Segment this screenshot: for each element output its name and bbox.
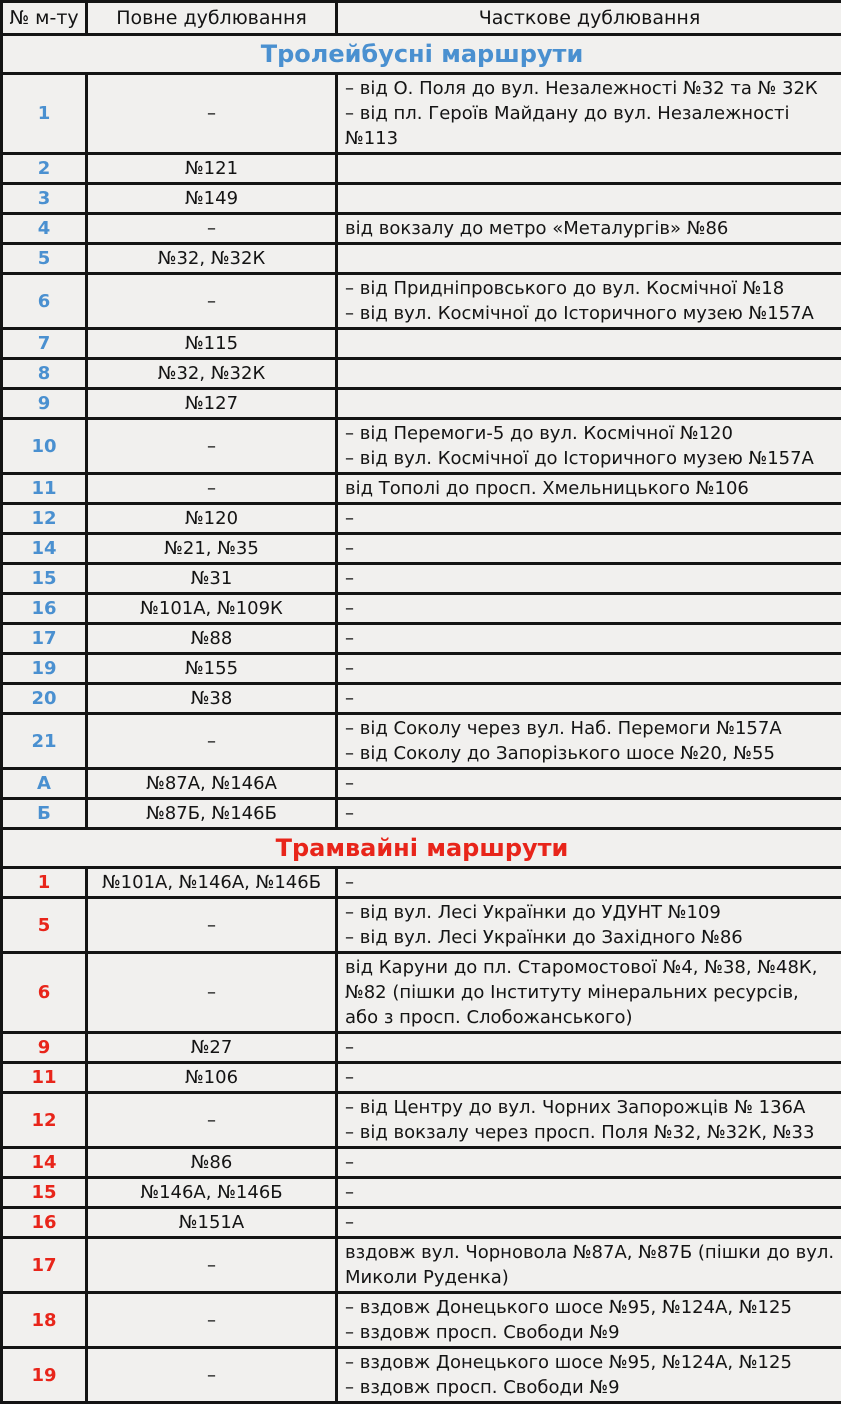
partial-duplication-cell — [337, 474, 841, 504]
partial-duplication-cell — [337, 1293, 841, 1348]
full-duplication-cell: – — [87, 474, 337, 504]
route-number: 10 — [2, 419, 87, 474]
col-header-route-number: № м-ту — [2, 2, 87, 35]
partial-line: вздовж вул. Чорновола №87А, №87Б (пішки до вул. Миколи Руденка) — [345, 1240, 837, 1290]
table-row — [2, 474, 841, 504]
route-number: 12 — [2, 1093, 87, 1148]
route-number: 3 — [2, 184, 87, 214]
table-row — [2, 389, 841, 419]
table-row — [2, 184, 841, 214]
partial-line: – від Соколу через вул. Наб. Перемоги №157А — [345, 716, 837, 741]
full-duplication-cell: – — [87, 419, 337, 474]
partial-duplication-cell — [337, 389, 841, 419]
partial-line: – — [345, 656, 837, 681]
full-duplication-cell: №31 — [87, 564, 337, 594]
full-duplication-cell: №127 — [87, 389, 337, 419]
table-row — [2, 274, 841, 329]
partial-line: – вздовж просп. Свободи №9 — [345, 1375, 837, 1400]
route-number: 2 — [2, 154, 87, 184]
full-duplication-cell: – — [87, 1093, 337, 1148]
full-duplication-cell: №106 — [87, 1063, 337, 1093]
partial-duplication-cell — [337, 868, 841, 898]
route-number: 15 — [2, 564, 87, 594]
table-row — [2, 594, 841, 624]
partial-duplication-cell — [337, 184, 841, 214]
route-number: 11 — [2, 474, 87, 504]
table-row — [2, 953, 841, 1033]
partial-duplication-cell — [337, 329, 841, 359]
route-number: 17 — [2, 624, 87, 654]
route-number: 21 — [2, 714, 87, 769]
full-duplication-cell: – — [87, 1293, 337, 1348]
full-duplication-cell: – — [87, 1348, 337, 1403]
partial-duplication-cell — [337, 534, 841, 564]
table-row — [2, 534, 841, 564]
full-duplication-cell: №32, №32К — [87, 244, 337, 274]
section-header-row — [2, 35, 841, 74]
partial-line: – — [345, 1150, 837, 1175]
partial-line: – від Перемоги-5 до вул. Космічної №120 — [345, 421, 837, 446]
full-duplication-cell: №27 — [87, 1033, 337, 1063]
partial-duplication-cell — [337, 244, 841, 274]
partial-line: – — [345, 506, 837, 531]
partial-duplication-cell — [337, 1093, 841, 1148]
table-row — [2, 359, 841, 389]
route-number: 7 — [2, 329, 87, 359]
partial-line: – від вул. Лесі Українки до Західного №86 — [345, 925, 837, 950]
partial-line: від Каруни до пл. Старомостової №4, №38, №48К, №82 (пішки до Інституту мінеральних ресурсів, або з просп. Слобожанського) — [345, 955, 837, 1030]
table-row — [2, 214, 841, 244]
table-row — [2, 1348, 841, 1403]
route-number: 11 — [2, 1063, 87, 1093]
partial-line: – — [345, 1035, 837, 1060]
full-duplication-cell: №32, №32К — [87, 359, 337, 389]
full-duplication-cell: №151А — [87, 1208, 337, 1238]
partial-duplication-cell — [337, 1063, 841, 1093]
table-row — [2, 654, 841, 684]
table-row — [2, 769, 841, 799]
table-row — [2, 504, 841, 534]
table-row — [2, 154, 841, 184]
route-number: 19 — [2, 1348, 87, 1403]
partial-line: – — [345, 566, 837, 591]
partial-line: – від Придніпровського до вул. Космічної №18 — [345, 276, 837, 301]
table-row — [2, 868, 841, 898]
partial-duplication-cell — [337, 714, 841, 769]
route-number: 15 — [2, 1178, 87, 1208]
partial-line: – від Соколу до Запорізького шосе №20, №55 — [345, 741, 837, 766]
table-row — [2, 898, 841, 953]
full-duplication-cell: №87А, №146А — [87, 769, 337, 799]
partial-duplication-cell — [337, 359, 841, 389]
partial-duplication-cell — [337, 769, 841, 799]
table-row — [2, 329, 841, 359]
partial-line: – вздовж Донецького шосе №95, №124А, №125 — [345, 1350, 837, 1375]
partial-line: – — [345, 801, 837, 826]
partial-duplication-cell — [337, 898, 841, 953]
partial-line: – — [345, 771, 837, 796]
partial-line: – від вул. Космічної до Історичного музею №157А — [345, 301, 837, 326]
table-row — [2, 74, 841, 154]
col-header-partial-duplication: Часткове дублювання — [337, 2, 841, 35]
table-row — [2, 244, 841, 274]
route-number: 17 — [2, 1238, 87, 1293]
full-duplication-cell: №21, №35 — [87, 534, 337, 564]
full-duplication-cell: №38 — [87, 684, 337, 714]
route-number: 14 — [2, 1148, 87, 1178]
full-duplication-cell: №149 — [87, 184, 337, 214]
route-number: 16 — [2, 1208, 87, 1238]
partial-duplication-cell — [337, 953, 841, 1033]
table-row — [2, 1063, 841, 1093]
full-duplication-cell: – — [87, 1238, 337, 1293]
full-duplication-cell: №121 — [87, 154, 337, 184]
partial-duplication-cell — [337, 799, 841, 829]
partial-line: – від Центру до вул. Чорних Запорожців № 136А — [345, 1095, 837, 1120]
partial-line: від вокзалу до метро «Металургів» №86 — [345, 216, 837, 241]
section-title-trolleybus: Тролейбусні маршрути — [2, 35, 841, 74]
partial-line: – — [345, 1180, 837, 1205]
route-number: Б — [2, 799, 87, 829]
partial-duplication-cell — [337, 564, 841, 594]
route-number: 6 — [2, 953, 87, 1033]
route-number: 1 — [2, 74, 87, 154]
full-duplication-cell: – — [87, 274, 337, 329]
route-number: 18 — [2, 1293, 87, 1348]
partial-line: – від вул. Лесі Українки до УДУНТ №109 — [345, 900, 837, 925]
full-duplication-cell: №155 — [87, 654, 337, 684]
route-number: 5 — [2, 898, 87, 953]
partial-duplication-cell — [337, 624, 841, 654]
full-duplication-cell: №146А, №146Б — [87, 1178, 337, 1208]
section-header-row — [2, 829, 841, 868]
table-row — [2, 1093, 841, 1148]
full-duplication-cell: №86 — [87, 1148, 337, 1178]
table-row — [2, 624, 841, 654]
partial-duplication-cell — [337, 594, 841, 624]
partial-duplication-cell — [337, 654, 841, 684]
full-duplication-cell: – — [87, 214, 337, 244]
table-row — [2, 1293, 841, 1348]
route-number: А — [2, 769, 87, 799]
route-number: 8 — [2, 359, 87, 389]
table-row — [2, 799, 841, 829]
partial-line: – — [345, 536, 837, 561]
partial-duplication-cell — [337, 74, 841, 154]
partial-duplication-cell — [337, 154, 841, 184]
partial-line: – від О. Поля до вул. Незалежності №32 та № 32К — [345, 76, 837, 101]
full-duplication-cell: №101А, №109К — [87, 594, 337, 624]
route-number: 16 — [2, 594, 87, 624]
partial-duplication-cell — [337, 419, 841, 474]
header-row — [2, 2, 841, 35]
route-number: 1 — [2, 868, 87, 898]
table-row — [2, 1033, 841, 1063]
partial-line: – вздовж Донецького шосе №95, №124А, №125 — [345, 1295, 837, 1320]
partial-line: – — [345, 596, 837, 621]
table-row — [2, 1238, 841, 1293]
partial-line: – від вокзалу через просп. Поля №32, №32К, №33 — [345, 1120, 837, 1145]
table-row — [2, 1208, 841, 1238]
route-number: 6 — [2, 274, 87, 329]
route-number: 20 — [2, 684, 87, 714]
table-row — [2, 564, 841, 594]
route-number: 19 — [2, 654, 87, 684]
partial-duplication-cell — [337, 274, 841, 329]
full-duplication-cell: – — [87, 74, 337, 154]
full-duplication-cell: №88 — [87, 624, 337, 654]
full-duplication-cell: №87Б, №146Б — [87, 799, 337, 829]
partial-duplication-cell — [337, 1178, 841, 1208]
partial-duplication-cell — [337, 1238, 841, 1293]
partial-line: – від пл. Героїв Майдану до вул. Незалежності №113 — [345, 101, 837, 151]
full-duplication-cell: №101А, №146А, №146Б — [87, 868, 337, 898]
partial-duplication-cell — [337, 1033, 841, 1063]
partial-line: – — [345, 626, 837, 651]
route-number: 5 — [2, 244, 87, 274]
route-number: 14 — [2, 534, 87, 564]
full-duplication-cell: – — [87, 953, 337, 1033]
route-number: 9 — [2, 389, 87, 419]
partial-duplication-cell — [337, 684, 841, 714]
partial-line: – — [345, 1210, 837, 1235]
table-row — [2, 714, 841, 769]
partial-duplication-cell — [337, 1148, 841, 1178]
table-row — [2, 1148, 841, 1178]
partial-line: – — [345, 686, 837, 711]
partial-duplication-cell — [337, 1348, 841, 1403]
full-duplication-cell: №120 — [87, 504, 337, 534]
partial-line: – — [345, 1065, 837, 1090]
col-header-full-duplication: Повне дублювання — [87, 2, 337, 35]
table-row — [2, 1178, 841, 1208]
partial-line: – від вул. Космічної до Історичного музею №157А — [345, 446, 837, 471]
route-number: 4 — [2, 214, 87, 244]
partial-line: – вздовж просп. Свободи №9 — [345, 1320, 837, 1345]
partial-line: – — [345, 870, 837, 895]
partial-duplication-cell — [337, 214, 841, 244]
table-row — [2, 419, 841, 474]
route-number: 9 — [2, 1033, 87, 1063]
section-title-tram: Трамвайні маршрути — [2, 829, 841, 868]
partial-duplication-cell — [337, 1208, 841, 1238]
full-duplication-cell: – — [87, 898, 337, 953]
partial-line: від Тополі до просп. Хмельницького №106 — [345, 476, 837, 501]
partial-duplication-cell — [337, 504, 841, 534]
full-duplication-cell: – — [87, 714, 337, 769]
table-row — [2, 684, 841, 714]
route-number: 12 — [2, 504, 87, 534]
full-duplication-cell: №115 — [87, 329, 337, 359]
